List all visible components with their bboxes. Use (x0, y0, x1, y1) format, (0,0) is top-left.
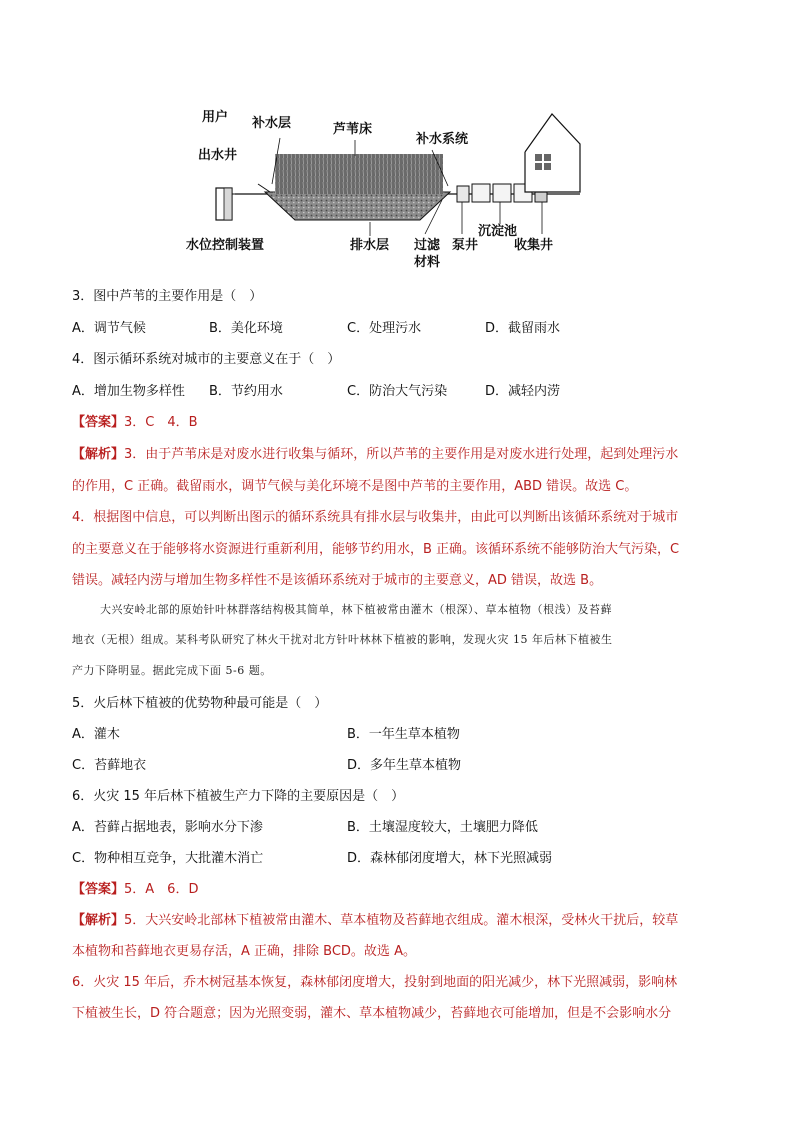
q6-option-a: A．苔藓占据地表，影响水分下渗 (72, 820, 263, 835)
q4-option-c: C．防治大气污染 (347, 384, 448, 399)
q5-option-a: A．灌木 (72, 727, 120, 742)
analysis-line-3: 4．根据图中信息，可以判断出图示的循环系统具有排水层与收集井，由此可以判断出该循环系统对于城市 (72, 510, 679, 525)
label-collect-well: 收集井 (514, 238, 554, 253)
reed-bed-plants (275, 154, 443, 194)
analysis2-line-2: 本植物和苔藓地衣更易存活，A 正确，排除 BCD。故选 A。 (72, 944, 416, 959)
analysis-line-5: 错误。减轻内涝与增加生物多样性不是该循环系统对于城市的主要意义，AD 错误，故选 B。 (72, 573, 603, 588)
answer-tag: 【答案】 (72, 415, 125, 430)
q3-option-b: B．美化环境 (209, 321, 283, 336)
answer-tag: 【答案】 (72, 882, 125, 897)
q6-stem: 6．火灾 15 年后林下植被生产力下降的主要原因是（ ） (72, 789, 405, 804)
q4-option-d: D．减轻内涝 (485, 384, 561, 399)
label-sediment-tank: 沉淀池 (478, 224, 518, 239)
soil-basin (265, 192, 450, 220)
label-supply-layer: 补水层 (252, 116, 292, 131)
passage-line-3: 产力下降明显。据此完成下面 5-6 题。 (72, 664, 272, 677)
passage-line-2: 地衣（无根）组成。某科考队研究了林火干扰对北方针叶林林下植被的影响，发现火灾 15 年后林下植被生 (72, 633, 613, 646)
label-reed-bed: 芦苇床 (333, 122, 373, 137)
label-user: 用户 (202, 110, 229, 125)
label-supply-system: 补水系统 (416, 132, 469, 147)
label-pump-well: 泵井 (452, 238, 479, 253)
q5-option-c: C．苔藓地衣 (72, 758, 147, 773)
q3-option-c: C．处理污水 (347, 321, 422, 336)
q5-stem: 5．火后林下植被的优势物种最可能是（ ） (72, 696, 328, 711)
analysis-line-4: 的主要意义在于能够将水资源进行重新利用，能够节约用水，B 正确。该循环系统不能够防治大气污染，C (72, 542, 680, 557)
analysis2-line-1: 【解析】5．大兴安岭北部林下植被常由灌木、草本植物及苔藓地衣组成。灌木根深，受林火干扰后，较草 (72, 913, 679, 928)
q4-option-b: B．节约用水 (209, 384, 283, 399)
label-outlet-well: 出水井 (198, 148, 238, 163)
house-outline (525, 114, 580, 192)
label-drain-layer: 排水层 (350, 238, 390, 253)
q4-stem: 4．图示循环系统对城市的主要意义在于（ ） (72, 352, 341, 367)
reed-bed-diagram (180, 104, 600, 274)
answer-text: 5．A 6．D (124, 882, 199, 897)
answer-block-2 (72, 880, 198, 900)
analysis-line-2: 的作用，C 正确。截留雨水，调节气候与美化环境不是图中芦苇的主要作用，ABD 错误。故选 C。 (72, 479, 638, 494)
analysis-tag: 【解析】 (72, 447, 125, 462)
label-filter-2: 材料 (414, 255, 441, 270)
q3-option-d: D．截留雨水 (485, 321, 561, 336)
label-filter-1: 过滤 (414, 238, 441, 253)
pump-well-shape (457, 186, 469, 202)
answer-block-1 (72, 413, 198, 433)
sediment-tank-1 (472, 184, 490, 202)
q3-stem: 3．图中芦苇的主要作用是（ ） (72, 289, 263, 304)
q3-option-a: A．调节气候 (72, 321, 146, 336)
label-level-control: 水位控制装置 (186, 238, 265, 253)
analysis2-line-3: 6．火灾 15 年后，乔木树冠基本恢复，森林郁闭度增大，投射到地面的阳光减少，林下光照减弱，影响林 (72, 975, 678, 990)
q4-option-a: A．增加生物多样性 (72, 384, 185, 399)
analysis-tag: 【解析】 (72, 913, 125, 928)
q6-option-b: B．土壤湿度较大，土壤肥力降低 (347, 820, 538, 835)
answer-text: 3．C 4．B (124, 415, 198, 430)
analysis-line-1: 【解析】3．由于芦苇床是对废水进行收集与循环，所以芦苇的主要作用是对废水进行处理，起到处理污水 (72, 447, 679, 462)
sediment-tank-2 (493, 184, 511, 202)
q5-option-d: D．多年生草本植物 (347, 758, 462, 773)
passage-line-1: 大兴安岭北部的原始针叶林群落结构极其简单，林下植被常由灌木（根深）、草本植物（根浅）及苔藓 (100, 603, 612, 616)
q6-option-c: C．物种相互竞争，大批灌木消亡 (72, 851, 264, 866)
outlet-pipe-shape (224, 188, 232, 220)
q5-option-b: B．一年生草本植物 (347, 727, 460, 742)
q6-option-d: D．森林郁闭度增大，林下光照减弱 (347, 851, 553, 866)
analysis2-line-4: 下植被生长，D 符合题意；因为光照变弱，灌木、草本植物减少，苔藓地衣可能增加，但是不会影响水分 (72, 1006, 672, 1021)
